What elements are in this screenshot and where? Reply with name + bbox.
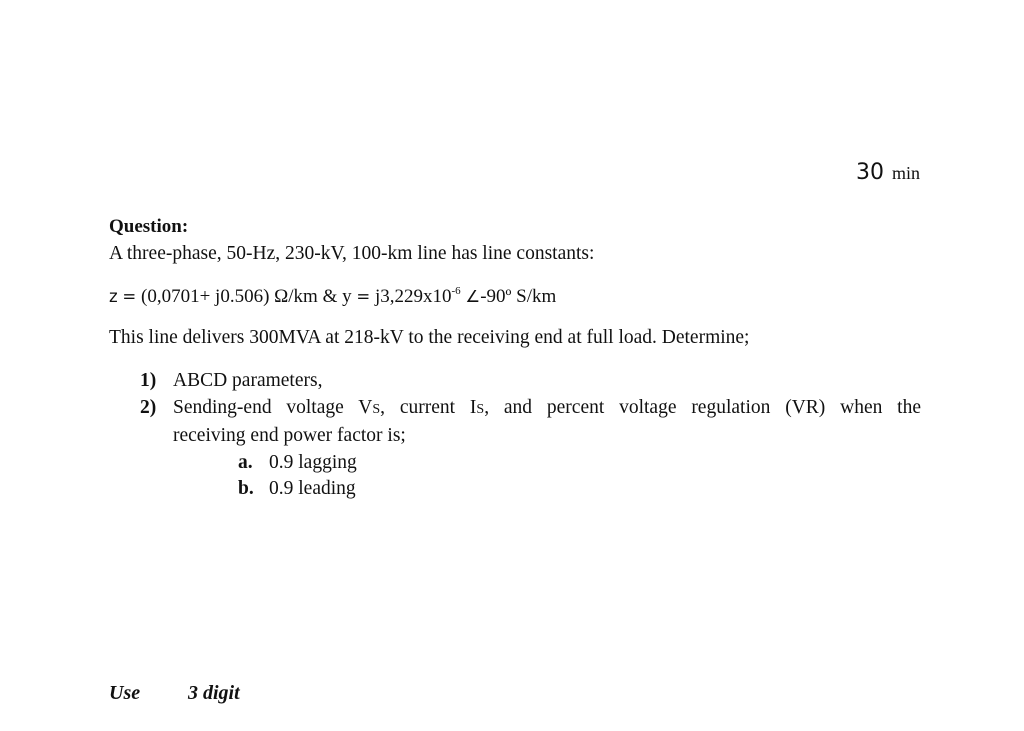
sub-item-letter: b. [238,478,254,499]
list-item [140,368,921,395]
question-intro: A three-phase, 50-Hz, 230-kV, 100-km line has line constants: [109,243,595,264]
item-text: ABCD parameters, [173,370,323,391]
time-limit-unit: min [891,163,920,183]
y-exponent: -6 [451,285,461,297]
footer-use-label: Use [109,682,141,704]
text-fragment: , and percent voltage regulation (VR) when the [484,396,921,418]
question-heading: Question: [109,216,189,237]
footer-digit-note: 3 digit [188,682,240,704]
item-number: 1) [140,370,157,391]
sub-item-letter: a. [238,451,253,473]
y-value: j3,229x10 [374,286,452,307]
item-number: 2) [140,396,157,418]
y-angle: -90º S/km [480,286,557,307]
task-list [140,368,921,503]
text-fragment: , current I [380,396,477,418]
list-item [140,395,921,503]
equals-sign: = [356,287,371,306]
subscript: S [372,401,381,417]
sub-item-text: 0.9 lagging [269,451,357,473]
sub-item-text: 0.9 leading [269,478,356,499]
item-text [173,395,921,503]
time-limit-value: 30 [855,160,884,185]
z-value: (0,0701+ j0.506) Ω/km & y [141,286,352,307]
item-text-line: receiving end power factor is; [173,425,406,446]
question-statement: This line delivers 300MVA at 218-kV to the receiving end at full load. Determine; [109,327,750,348]
z-symbol: z [109,287,118,306]
sub-list-item [238,450,921,477]
subscript: S [476,401,485,417]
item-text-line [173,395,921,424]
line-constants [109,286,556,308]
text-fragment: Sending-end voltage V [173,396,373,418]
sub-list-item [238,476,921,503]
time-limit [856,160,920,185]
sub-list [238,450,921,503]
equals-sign: = [122,287,137,306]
angle-icon: ∠ [465,287,481,306]
